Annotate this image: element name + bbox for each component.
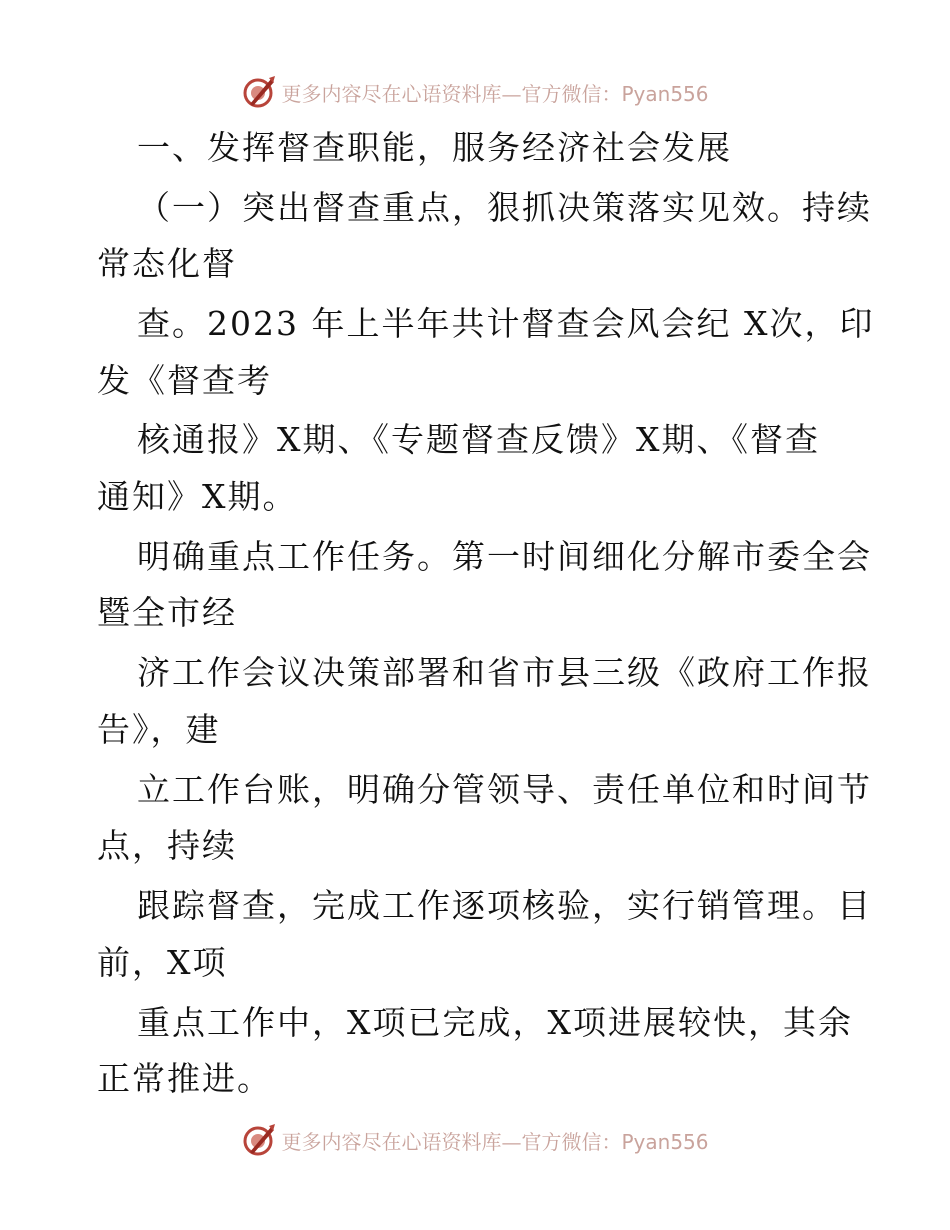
watermark-text: 更多内容尽在心语资料库—官方微信： <box>281 1129 622 1154</box>
section-heading: 一、发挥督查职能，服务经济社会发展 <box>137 128 732 167</box>
quill-seal-icon <box>241 1122 277 1158</box>
paragraph-line: 通知》X期。 <box>97 477 298 516</box>
paragraph-line: 明确重点工作任务。第一时间细化分解市委全会 <box>137 537 872 576</box>
paragraph-line: 正常推进。 <box>97 1059 272 1098</box>
header-watermark <box>0 72 950 112</box>
paragraph-line: 重点工作中，X项已完成，X项进展较快，其余 <box>137 1003 853 1042</box>
paragraph-line: 济工作会议决策部署和省市县三级《政府工作报 <box>137 653 872 692</box>
quill-seal-icon <box>241 74 277 110</box>
paragraph-line: 发《督查考 <box>97 361 272 400</box>
paragraph-line: 核通报》X期、《专题督查反馈》X期、《督查 <box>137 420 820 459</box>
watermark-wechat-id: Pyan556 <box>621 81 709 106</box>
paragraph-line: 跟踪督查，完成工作逐项核验，实行销管理。目 <box>137 886 872 925</box>
paragraph-line: 暨全市经 <box>97 593 237 632</box>
footer-watermark <box>0 1120 950 1160</box>
paragraph-line: 查。2023 年上半年共计督查会风会纪 X次，印 <box>137 304 875 343</box>
watermark-wechat-id: Pyan556 <box>621 1129 709 1154</box>
paragraph-line: （一）突出督查重点，狠抓决策落实见效。持续 <box>137 188 872 227</box>
paragraph-line: 告》，建 <box>97 710 221 749</box>
paragraph-line: 点，持续 <box>97 826 237 865</box>
paragraph-line: 常态化督 <box>97 244 237 283</box>
paragraph-line: 前，X项 <box>97 943 228 982</box>
paragraph-line: 立工作台账，明确分管领导、责任单位和时间节 <box>137 770 872 809</box>
watermark-text: 更多内容尽在心语资料库—官方微信： <box>281 81 622 106</box>
